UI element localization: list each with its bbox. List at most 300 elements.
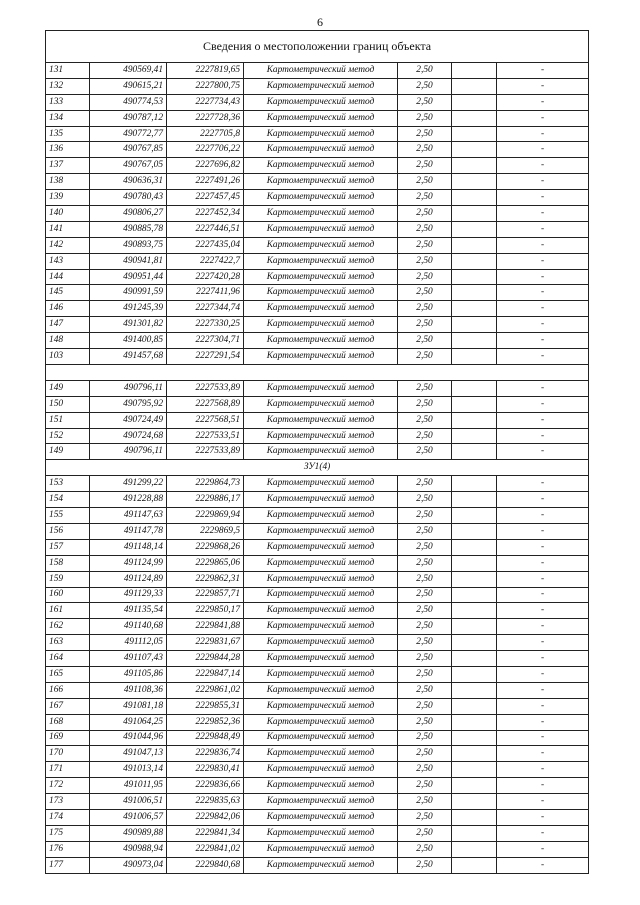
section-label-row — [46, 460, 589, 476]
accuracy: 2,50 — [398, 539, 452, 555]
note: - — [497, 587, 589, 603]
coord-x: 491112,05 — [90, 635, 167, 651]
coord-y: 2227291,54 — [167, 349, 244, 365]
empty-cell — [452, 174, 497, 190]
coord-y: 2227533,89 — [167, 444, 244, 460]
note: - — [497, 571, 589, 587]
empty-cell — [452, 523, 497, 539]
note: - — [497, 476, 589, 492]
note: - — [497, 714, 589, 730]
accuracy: 2,50 — [398, 206, 452, 222]
table-row — [46, 269, 589, 285]
coord-y: 2229862,31 — [167, 571, 244, 587]
table-row — [46, 190, 589, 206]
point-number: 153 — [46, 476, 90, 492]
coord-x: 491228,88 — [90, 492, 167, 508]
point-number: 140 — [46, 206, 90, 222]
coord-y: 2227800,75 — [167, 78, 244, 94]
point-number: 159 — [46, 571, 90, 587]
table-row — [46, 63, 589, 79]
coord-y: 2227304,71 — [167, 333, 244, 349]
accuracy: 2,50 — [398, 301, 452, 317]
coord-x: 490787,12 — [90, 110, 167, 126]
point-number: 148 — [46, 333, 90, 349]
note: - — [497, 444, 589, 460]
coord-x: 490796,11 — [90, 380, 167, 396]
point-number: 151 — [46, 412, 90, 428]
point-number: 171 — [46, 762, 90, 778]
table-row — [46, 412, 589, 428]
coord-y: 2227422,7 — [167, 253, 244, 269]
note: - — [497, 428, 589, 444]
empty-cell — [452, 809, 497, 825]
table-row — [46, 635, 589, 651]
accuracy: 2,50 — [398, 349, 452, 365]
coord-y: 2227705,8 — [167, 126, 244, 142]
point-number: 134 — [46, 110, 90, 126]
method: Картометрический метод — [244, 221, 398, 237]
note: - — [497, 603, 589, 619]
coord-y: 2229857,71 — [167, 587, 244, 603]
note: - — [497, 825, 589, 841]
empty-cell — [452, 619, 497, 635]
empty-cell — [452, 651, 497, 667]
coord-x: 490941,81 — [90, 253, 167, 269]
coord-y: 2227734,43 — [167, 94, 244, 110]
empty-cell — [452, 841, 497, 857]
table-row — [46, 539, 589, 555]
method: Картометрический метод — [244, 539, 398, 555]
note: - — [497, 158, 589, 174]
empty-cell — [452, 253, 497, 269]
coord-y: 2229886,17 — [167, 492, 244, 508]
table-row — [46, 794, 589, 810]
point-number: 103 — [46, 349, 90, 365]
coord-y: 2229841,88 — [167, 619, 244, 635]
point-number: 137 — [46, 158, 90, 174]
note: - — [497, 746, 589, 762]
method: Картометрический метод — [244, 285, 398, 301]
coord-x: 490724,68 — [90, 428, 167, 444]
method: Картометрический метод — [244, 762, 398, 778]
point-number: 172 — [46, 778, 90, 794]
coord-y: 2229836,74 — [167, 746, 244, 762]
empty-cell — [452, 666, 497, 682]
method: Картометрический метод — [244, 794, 398, 810]
point-number: 150 — [46, 396, 90, 412]
accuracy: 2,50 — [398, 444, 452, 460]
accuracy: 2,50 — [398, 508, 452, 524]
note: - — [497, 651, 589, 667]
empty-cell — [452, 301, 497, 317]
coord-y: 2229835,63 — [167, 794, 244, 810]
accuracy: 2,50 — [398, 396, 452, 412]
table-row — [46, 380, 589, 396]
note: - — [497, 666, 589, 682]
coord-x: 490724,49 — [90, 412, 167, 428]
accuracy: 2,50 — [398, 762, 452, 778]
coord-x: 490973,04 — [90, 857, 167, 873]
point-number: 136 — [46, 142, 90, 158]
method: Картометрический метод — [244, 253, 398, 269]
coord-y: 2227491,26 — [167, 174, 244, 190]
table-row — [46, 206, 589, 222]
method: Картометрический метод — [244, 603, 398, 619]
coord-y: 2227411,96 — [167, 285, 244, 301]
coord-x: 490569,41 — [90, 63, 167, 79]
accuracy: 2,50 — [398, 571, 452, 587]
coord-y: 2229865,06 — [167, 555, 244, 571]
table-row — [46, 555, 589, 571]
empty-cell — [452, 857, 497, 873]
empty-cell — [452, 412, 497, 428]
coord-x: 491124,89 — [90, 571, 167, 587]
coord-x: 490774,53 — [90, 94, 167, 110]
method: Картометрический метод — [244, 444, 398, 460]
point-number: 156 — [46, 523, 90, 539]
coord-x: 491081,18 — [90, 698, 167, 714]
coord-x: 491064,25 — [90, 714, 167, 730]
empty-cell — [452, 63, 497, 79]
empty-cell — [452, 142, 497, 158]
table-row — [46, 174, 589, 190]
method: Картометрический метод — [244, 746, 398, 762]
section-label-row-cell: ЗУ1(4) — [46, 460, 589, 476]
accuracy: 2,50 — [398, 857, 452, 873]
accuracy: 2,50 — [398, 428, 452, 444]
accuracy: 2,50 — [398, 555, 452, 571]
note: - — [497, 63, 589, 79]
coord-x: 490991,59 — [90, 285, 167, 301]
method: Картометрический метод — [244, 63, 398, 79]
method: Картометрический метод — [244, 380, 398, 396]
coord-x: 490767,05 — [90, 158, 167, 174]
coord-x: 490796,11 — [90, 444, 167, 460]
note: - — [497, 555, 589, 571]
accuracy: 2,50 — [398, 635, 452, 651]
coord-x: 491013,14 — [90, 762, 167, 778]
note: - — [497, 730, 589, 746]
coord-y: 2229841,34 — [167, 825, 244, 841]
accuracy: 2,50 — [398, 809, 452, 825]
coord-y: 2227446,51 — [167, 221, 244, 237]
accuracy: 2,50 — [398, 237, 452, 253]
separator-row — [46, 364, 589, 380]
accuracy: 2,50 — [398, 492, 452, 508]
note: - — [497, 206, 589, 222]
method: Картометрический метод — [244, 94, 398, 110]
table-row — [46, 666, 589, 682]
method: Картометрический метод — [244, 571, 398, 587]
point-number: 152 — [46, 428, 90, 444]
point-number: 145 — [46, 285, 90, 301]
method: Картометрический метод — [244, 587, 398, 603]
method: Картометрический метод — [244, 666, 398, 682]
coord-y: 2227420,28 — [167, 269, 244, 285]
point-number: 146 — [46, 301, 90, 317]
point-number: 175 — [46, 825, 90, 841]
coord-y: 2227452,34 — [167, 206, 244, 222]
accuracy: 2,50 — [398, 778, 452, 794]
coord-y: 2229850,17 — [167, 603, 244, 619]
table-row — [46, 396, 589, 412]
point-number: 160 — [46, 587, 90, 603]
empty-cell — [452, 825, 497, 841]
table-row — [46, 651, 589, 667]
coord-x: 491105,86 — [90, 666, 167, 682]
accuracy: 2,50 — [398, 63, 452, 79]
coord-y: 2229855,31 — [167, 698, 244, 714]
table-row — [46, 428, 589, 444]
accuracy: 2,50 — [398, 746, 452, 762]
note: - — [497, 857, 589, 873]
point-number: 131 — [46, 63, 90, 79]
coord-y: 2227344,74 — [167, 301, 244, 317]
table-row — [46, 523, 589, 539]
accuracy: 2,50 — [398, 825, 452, 841]
accuracy: 2,50 — [398, 841, 452, 857]
note: - — [497, 333, 589, 349]
table-row — [46, 746, 589, 762]
note: - — [497, 412, 589, 428]
method: Картометрический метод — [244, 174, 398, 190]
method: Картометрический метод — [244, 476, 398, 492]
accuracy: 2,50 — [398, 619, 452, 635]
method: Картометрический метод — [244, 142, 398, 158]
coord-y: 2227330,25 — [167, 317, 244, 333]
coord-y: 2229836,66 — [167, 778, 244, 794]
method: Картометрический метод — [244, 508, 398, 524]
point-number: 168 — [46, 714, 90, 730]
coord-y: 2227435,04 — [167, 237, 244, 253]
table-row — [46, 841, 589, 857]
point-number: 158 — [46, 555, 90, 571]
coord-x: 490989,88 — [90, 825, 167, 841]
separator-row-cell — [46, 364, 589, 380]
table-row — [46, 158, 589, 174]
method: Картометрический метод — [244, 158, 398, 174]
point-number: 149 — [46, 444, 90, 460]
coord-x: 491299,22 — [90, 476, 167, 492]
note: - — [497, 396, 589, 412]
coord-x: 490893,75 — [90, 237, 167, 253]
table-row — [46, 508, 589, 524]
point-number: 141 — [46, 221, 90, 237]
method: Картометрический метод — [244, 825, 398, 841]
empty-cell — [452, 380, 497, 396]
method: Картометрический метод — [244, 841, 398, 857]
method: Картометрический метод — [244, 555, 398, 571]
coord-x: 491457,68 — [90, 349, 167, 365]
note: - — [497, 126, 589, 142]
point-number: 135 — [46, 126, 90, 142]
accuracy: 2,50 — [398, 158, 452, 174]
table-row — [46, 333, 589, 349]
accuracy: 2,50 — [398, 126, 452, 142]
accuracy: 2,50 — [398, 698, 452, 714]
table-row — [46, 317, 589, 333]
coord-x: 491129,33 — [90, 587, 167, 603]
method: Картометрический метод — [244, 412, 398, 428]
method: Картометрический метод — [244, 492, 398, 508]
empty-cell — [452, 762, 497, 778]
note: - — [497, 794, 589, 810]
table-title-row — [46, 31, 589, 63]
accuracy: 2,50 — [398, 682, 452, 698]
point-number: 149 — [46, 380, 90, 396]
point-number: 174 — [46, 809, 90, 825]
coord-x: 490988,94 — [90, 841, 167, 857]
empty-cell — [452, 428, 497, 444]
method: Картометрический метод — [244, 809, 398, 825]
note: - — [497, 301, 589, 317]
note: - — [497, 78, 589, 94]
table-row — [46, 714, 589, 730]
empty-cell — [452, 682, 497, 698]
empty-cell — [452, 78, 497, 94]
empty-cell — [452, 349, 497, 365]
point-number: 144 — [46, 269, 90, 285]
coord-y: 2229830,41 — [167, 762, 244, 778]
accuracy: 2,50 — [398, 714, 452, 730]
table-title: Сведения о местоположении границ объекта — [46, 31, 589, 63]
coord-y: 2229848,49 — [167, 730, 244, 746]
empty-cell — [452, 158, 497, 174]
coord-y: 2227696,82 — [167, 158, 244, 174]
point-number: 154 — [46, 492, 90, 508]
coord-x: 490780,43 — [90, 190, 167, 206]
point-number: 176 — [46, 841, 90, 857]
empty-cell — [452, 444, 497, 460]
point-number: 138 — [46, 174, 90, 190]
table-row — [46, 698, 589, 714]
note: - — [497, 841, 589, 857]
empty-cell — [452, 555, 497, 571]
table-row — [46, 237, 589, 253]
coord-y: 2227728,36 — [167, 110, 244, 126]
table-row — [46, 857, 589, 873]
coord-y: 2229847,14 — [167, 666, 244, 682]
coord-y: 2229842,06 — [167, 809, 244, 825]
coord-x: 490951,44 — [90, 269, 167, 285]
note: - — [497, 237, 589, 253]
coord-y: 2229841,02 — [167, 841, 244, 857]
accuracy: 2,50 — [398, 110, 452, 126]
point-number: 170 — [46, 746, 90, 762]
accuracy: 2,50 — [398, 380, 452, 396]
method: Картометрический метод — [244, 698, 398, 714]
accuracy: 2,50 — [398, 333, 452, 349]
coord-x: 491400,85 — [90, 333, 167, 349]
method: Картометрический метод — [244, 126, 398, 142]
accuracy: 2,50 — [398, 253, 452, 269]
accuracy: 2,50 — [398, 523, 452, 539]
empty-cell — [452, 714, 497, 730]
accuracy: 2,50 — [398, 476, 452, 492]
method: Картометрический метод — [244, 778, 398, 794]
note: - — [497, 142, 589, 158]
note: - — [497, 809, 589, 825]
table-row — [46, 221, 589, 237]
note: - — [497, 698, 589, 714]
empty-cell — [452, 730, 497, 746]
point-number: 147 — [46, 317, 90, 333]
accuracy: 2,50 — [398, 651, 452, 667]
empty-cell — [452, 571, 497, 587]
coord-y: 2229852,36 — [167, 714, 244, 730]
note: - — [497, 762, 589, 778]
table-row — [46, 476, 589, 492]
coord-x: 491147,78 — [90, 523, 167, 539]
note: - — [497, 635, 589, 651]
point-number: 162 — [46, 619, 90, 635]
accuracy: 2,50 — [398, 666, 452, 682]
accuracy: 2,50 — [398, 142, 452, 158]
point-number: 139 — [46, 190, 90, 206]
point-number: 166 — [46, 682, 90, 698]
accuracy: 2,50 — [398, 269, 452, 285]
coord-x: 491148,14 — [90, 539, 167, 555]
coord-x: 491301,82 — [90, 317, 167, 333]
table-row — [46, 619, 589, 635]
empty-cell — [452, 794, 497, 810]
coord-x: 490767,85 — [90, 142, 167, 158]
coord-y: 2229861,02 — [167, 682, 244, 698]
table-row — [46, 492, 589, 508]
method: Картометрический метод — [244, 635, 398, 651]
empty-cell — [452, 317, 497, 333]
point-number: 133 — [46, 94, 90, 110]
coord-y: 2229844,28 — [167, 651, 244, 667]
table-row — [46, 78, 589, 94]
point-number: 173 — [46, 794, 90, 810]
coord-y: 2227706,22 — [167, 142, 244, 158]
point-number: 132 — [46, 78, 90, 94]
note: - — [497, 285, 589, 301]
point-number: 167 — [46, 698, 90, 714]
empty-cell — [452, 603, 497, 619]
coord-y: 2227533,89 — [167, 380, 244, 396]
empty-cell — [452, 396, 497, 412]
accuracy: 2,50 — [398, 190, 452, 206]
accuracy: 2,50 — [398, 221, 452, 237]
accuracy: 2,50 — [398, 174, 452, 190]
note: - — [497, 317, 589, 333]
method: Картометрический метод — [244, 523, 398, 539]
note: - — [497, 492, 589, 508]
empty-cell — [452, 269, 497, 285]
method: Картометрический метод — [244, 333, 398, 349]
coord-x: 491245,39 — [90, 301, 167, 317]
method: Картометрический метод — [244, 396, 398, 412]
coord-y: 2229869,94 — [167, 508, 244, 524]
coord-y: 2227568,51 — [167, 412, 244, 428]
accuracy: 2,50 — [398, 317, 452, 333]
point-number: 161 — [46, 603, 90, 619]
table-row — [46, 444, 589, 460]
table-row — [46, 142, 589, 158]
note: - — [497, 349, 589, 365]
table-row — [46, 110, 589, 126]
method: Картометрический метод — [244, 317, 398, 333]
point-number: 143 — [46, 253, 90, 269]
table-row — [46, 94, 589, 110]
accuracy: 2,50 — [398, 412, 452, 428]
coord-x: 490615,21 — [90, 78, 167, 94]
coord-y: 2227533,51 — [167, 428, 244, 444]
coord-x: 491135,54 — [90, 603, 167, 619]
table-row — [46, 571, 589, 587]
